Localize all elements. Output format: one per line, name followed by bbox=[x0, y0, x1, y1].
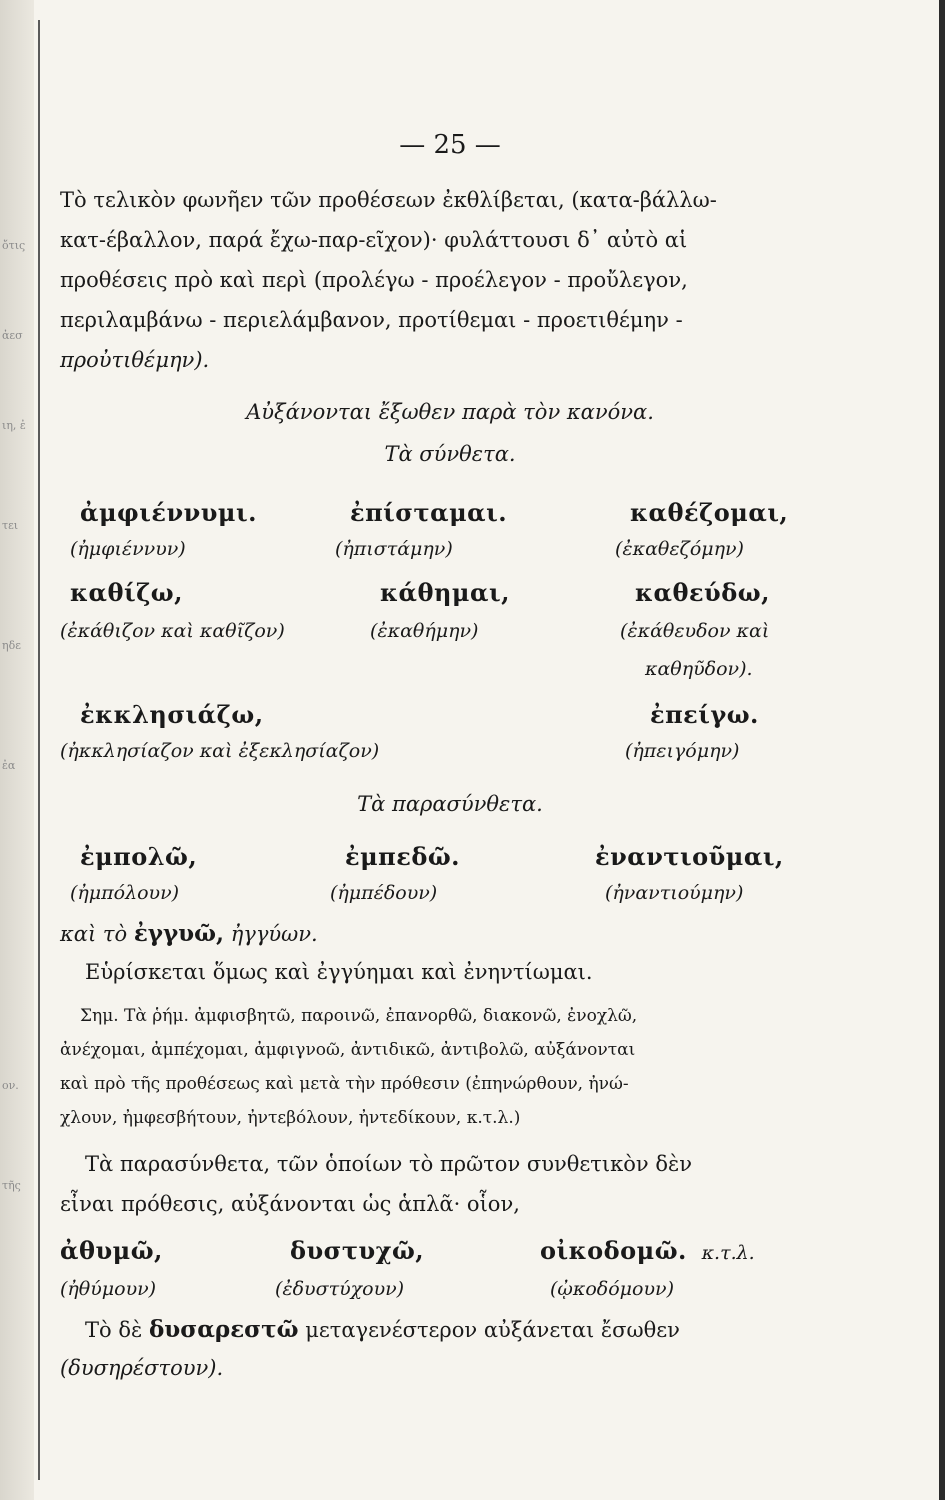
book-gutter bbox=[0, 0, 34, 1500]
verb-entry-group bbox=[540, 1236, 755, 1265]
margin-fragment: ὄτις bbox=[2, 239, 26, 252]
margin-fragment: ον. bbox=[2, 1079, 19, 1092]
verb-entry: ἐμπεδῶ. bbox=[345, 842, 461, 871]
paragraph-line: Τὰ παρασύνθετα, τῶν ὁποίων τὸ πρῶτον συνθετικὸν δὲν bbox=[85, 1152, 693, 1176]
paragraph-line: εἶναι πρόθεσις, αὐξάνονται ὡς ἁπλᾶ· οἷον, bbox=[60, 1192, 520, 1216]
verb-form: (ἐκάθιζον καὶ καθῖζον) bbox=[60, 620, 285, 642]
etc-abbrev: κ.τ.λ. bbox=[701, 1242, 755, 1264]
also-line bbox=[60, 920, 318, 947]
verb-entry: ἀθυμῶ, bbox=[60, 1236, 163, 1265]
last-word: δυσαρεστῶ bbox=[148, 1316, 299, 1343]
verb-form: (ἠμπόλουν) bbox=[70, 882, 180, 904]
note-line: καὶ πρὸ τῆς προθέσεως καὶ μετὰ τὴν πρόθεσιν (ἐπηνώρθουν, ἠνώ- bbox=[60, 1074, 629, 1094]
verb-form: (ἠμφιέννυν) bbox=[70, 538, 186, 560]
note-line: Σημ. Τὰ ῥήμ. ἀμφισβητῶ, παροινῶ, ἐπανορθῶ, διακονῶ, ἐνοχλῶ, bbox=[80, 1006, 638, 1026]
paragraph-line: περιλαμβάνω - περιελάμβανον, προτίθεμαι - προετιθέμην - bbox=[60, 308, 683, 332]
note-line: χλουν, ἠμφεσβήτουν, ἠντεβόλουν, ἠντεδίκουν, κ.τ.λ.) bbox=[60, 1108, 521, 1128]
verb-entry: καθέζομαι, bbox=[630, 498, 789, 527]
margin-fragment: ιη, ἐ bbox=[2, 419, 26, 432]
paragraph-line: προθέσεις πρὸ καὶ περὶ (προλέγω - προέλεγον - προὔλεγον, bbox=[60, 268, 688, 292]
verb-entry: κάθημαι, bbox=[380, 578, 510, 607]
verb-entry: καθεύδω, bbox=[635, 578, 770, 607]
paragraph-line bbox=[85, 1316, 680, 1343]
verb-entry: καθίζω, bbox=[70, 578, 183, 607]
verb-form: (ἐδυστύχουν) bbox=[275, 1278, 405, 1300]
also-suffix: ἠγγύων. bbox=[230, 922, 318, 946]
margin-fragment: τῆς bbox=[2, 1179, 21, 1192]
margin-fragment: τει bbox=[2, 519, 19, 532]
last-suffix: μεταγενέστερον αὐξάνεται ἔσωθεν bbox=[305, 1318, 680, 1342]
verb-form: (ἠπιστάμην) bbox=[335, 538, 453, 560]
gutter-edge-line bbox=[38, 20, 40, 1480]
verb-form: (ᾠκοδόμουν) bbox=[550, 1278, 674, 1300]
section-subheading: Τὰ σύνθετα. bbox=[384, 442, 516, 466]
verb-entry: οἰκοδομῶ. bbox=[540, 1236, 687, 1265]
section-heading: Αὐξάνονται ἔξωθεν παρὰ τὸν κανόνα. bbox=[246, 400, 654, 424]
found-line: Εὑρίσκεται ὅμως καὶ ἐγγύημαι καὶ ἐνηντίωμαι. bbox=[85, 960, 593, 984]
verb-form: (ἠθύμουν) bbox=[60, 1278, 157, 1300]
section-subheading: Τὰ παρασύνθετα. bbox=[357, 792, 543, 816]
verb-form: (ἠμπέδουν) bbox=[330, 882, 438, 904]
verb-entry: ἀμφιέννυμι. bbox=[80, 498, 257, 527]
verb-form: (ἐκαθεζόμην) bbox=[615, 538, 744, 560]
paragraph-line: Τὸ τελικὸν φωνῆεν τῶν προθέσεων ἐκθλίβεται, (κατα-βάλλω- bbox=[60, 188, 717, 212]
also-prefix: καὶ τὸ bbox=[60, 922, 128, 946]
verb-entry: ἐμπολῶ, bbox=[80, 842, 198, 871]
margin-fragment: ηδε bbox=[2, 639, 21, 652]
last-prefix: Τὸ δὲ bbox=[85, 1318, 143, 1342]
also-word: ἐγγυῶ, bbox=[133, 920, 225, 947]
verb-form: (ἠπειγόμην) bbox=[625, 740, 740, 762]
page-number: — 25 — bbox=[399, 130, 501, 160]
paragraph-line: (δυσηρέστουν). bbox=[60, 1356, 224, 1380]
verb-entry: ἐπίσταμαι. bbox=[350, 498, 508, 527]
verb-form: καθηῦδον). bbox=[645, 658, 753, 680]
paragraph-line: προὐτιθέμην). bbox=[60, 348, 210, 372]
margin-fragment: ἀεσ bbox=[2, 329, 23, 342]
margin-fragment: ἐα bbox=[2, 759, 16, 772]
paragraph-line: κατ-έβαλλον, παρά ἔχω-παρ-εῖχον)· φυλάττουσι δ᾽ αὐτὸ αἱ bbox=[60, 228, 688, 252]
verb-form: (ἠναντιούμην) bbox=[605, 882, 744, 904]
verb-entry: ἐναντιοῦμαι, bbox=[595, 842, 784, 871]
scan-edge bbox=[939, 0, 945, 1500]
verb-entry: δυστυχῶ, bbox=[290, 1236, 425, 1265]
verb-form: (ἠκκλησίαζον καὶ ἐξεκλησίαζον) bbox=[60, 740, 380, 762]
verb-form: (ἐκαθήμην) bbox=[370, 620, 479, 642]
verb-entry: ἐκκλησιάζω, bbox=[80, 700, 264, 729]
note-line: ἀνέχομαι, ἀμπέχομαι, ἀμφιγνοῶ, ἀντιδικῶ, ἀντιβολῶ, αὐξάνονται bbox=[60, 1040, 636, 1060]
verb-form: (ἐκάθευδον καὶ bbox=[620, 620, 770, 642]
verb-entry: ἐπείγω. bbox=[650, 700, 759, 729]
